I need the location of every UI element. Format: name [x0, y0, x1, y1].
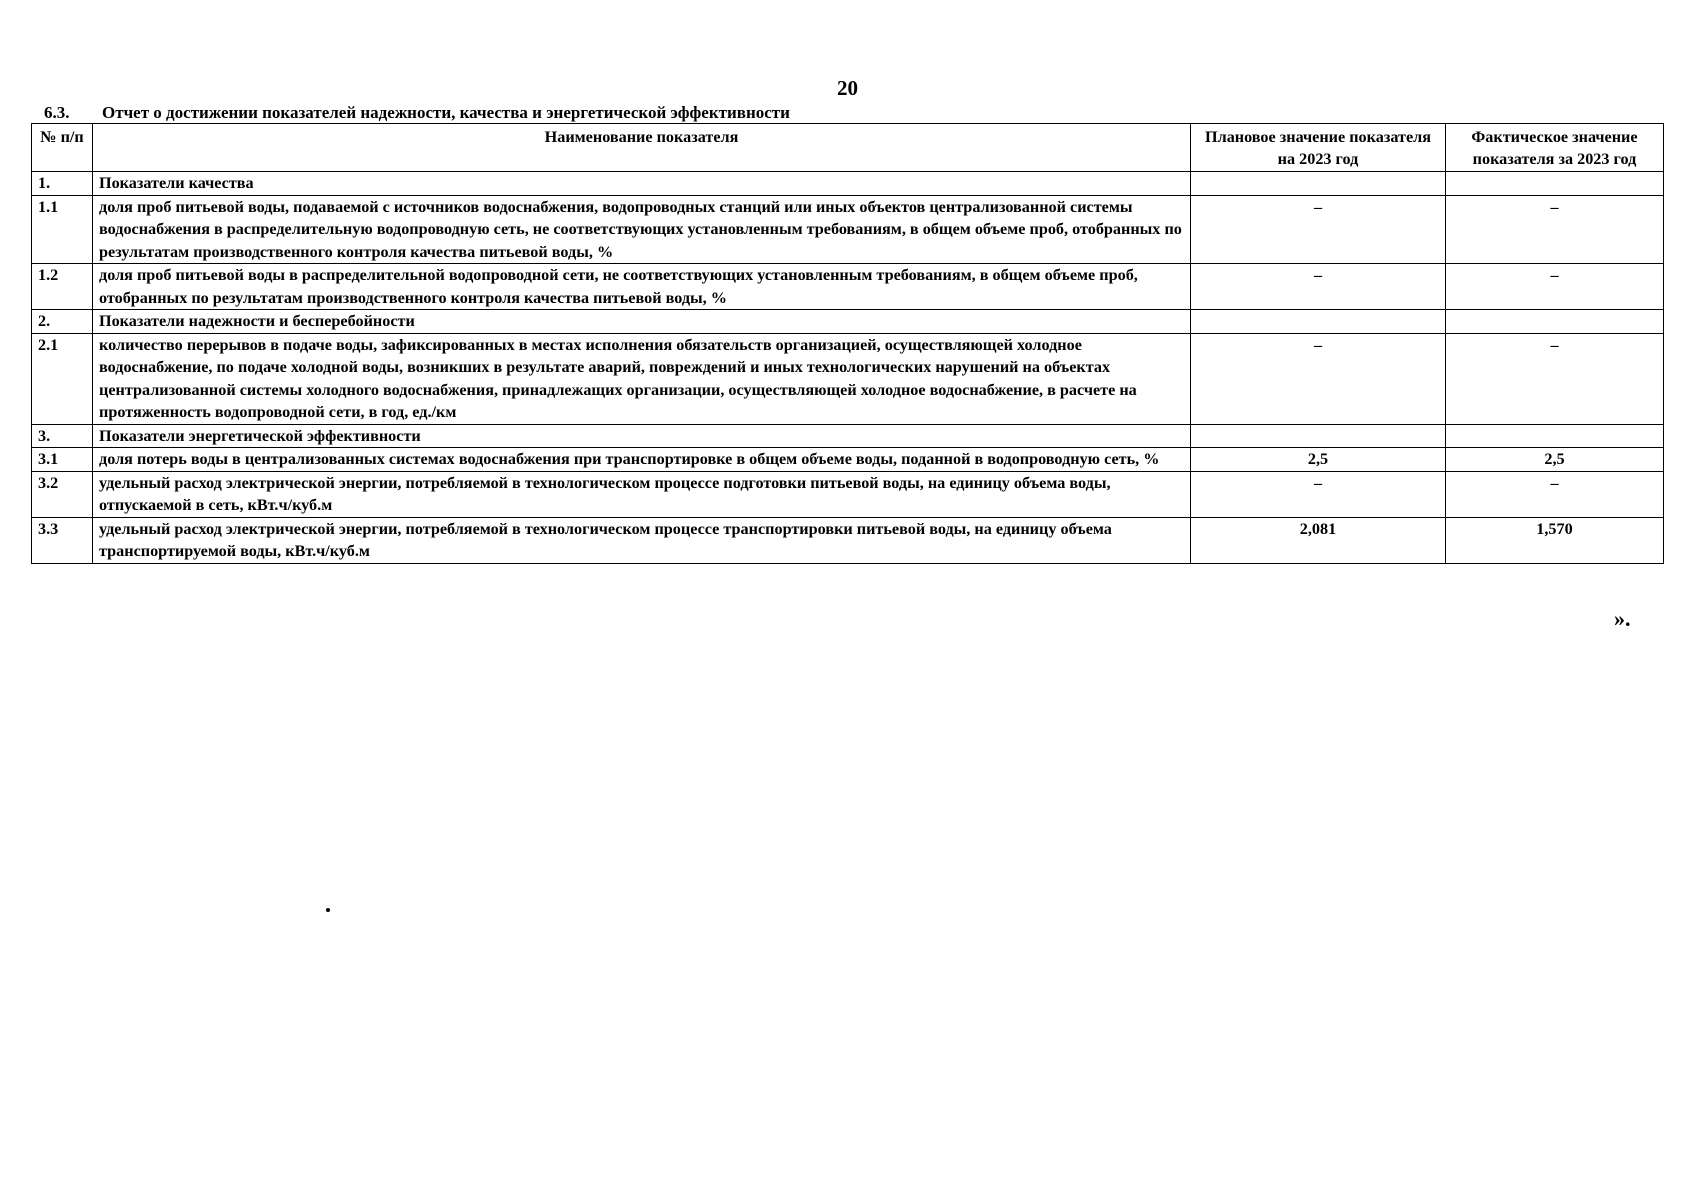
- table-row: [32, 471, 1664, 517]
- section-heading: [44, 103, 790, 123]
- row-number: 1.: [32, 172, 93, 196]
- scan-speck: [326, 908, 330, 912]
- row-actual: –: [1446, 333, 1664, 424]
- row-name: количество перерывов в подаче воды, зафиксированных в местах исполнения обязательств организацией, осуществляющей холодное водоснабжение, по подаче холодной воды, возникших в результате аварий, повреждений и иных технологических нарушений на объектах централизованной системы холодного водоснабжения, принадлежащих организации, осуществляющей холодное водоснабжение, в расчете на протяженность водопроводной сети, в год, ед./км: [93, 333, 1191, 424]
- row-number: 3.1: [32, 448, 93, 472]
- row-actual: [1446, 424, 1664, 448]
- row-number: 2.: [32, 310, 93, 334]
- table-header-row: [32, 124, 1664, 172]
- row-planned: 2,5: [1191, 448, 1446, 472]
- row-name: доля проб питьевой воды, подаваемой с источников водоснабжения, водопроводных станций или иных объектов централизованной системы водоснабжения в распределительную водопроводную сеть, не соответствующих установленным требованиям, в общем объеме проб, отобранных по результатам производственного контроля качества питьевой воды, %: [93, 195, 1191, 264]
- row-name: удельный расход электрической энергии, потребляемой в технологическом процессе транспортировки питьевой воды, на единицу объема транспортируемой воды, кВт.ч/куб.м: [93, 517, 1191, 563]
- row-name: Показатели качества: [93, 172, 1191, 196]
- row-planned: [1191, 424, 1446, 448]
- row-planned: 2,081: [1191, 517, 1446, 563]
- row-actual: –: [1446, 195, 1664, 264]
- header-planned: Плановое значение показателя на 2023 год: [1191, 124, 1446, 172]
- table-row: [32, 333, 1664, 424]
- table-row: [32, 424, 1664, 448]
- row-number: 1.2: [32, 264, 93, 310]
- row-actual: –: [1446, 471, 1664, 517]
- header-actual: Фактическое значение показателя за 2023 год: [1446, 124, 1664, 172]
- row-name: удельный расход электрической энергии, потребляемой в технологическом процессе подготовки питьевой воды, на единицу объема воды, отпускаемой в сеть, кВт.ч/куб.м: [93, 471, 1191, 517]
- row-planned: –: [1191, 264, 1446, 310]
- row-planned: [1191, 310, 1446, 334]
- row-name: доля проб питьевой воды в распределительной водопроводной сети, не соответствующих установленным требованиям, в общем объеме проб, отобранных по результатам производственного контроля качества питьевой воды, %: [93, 264, 1191, 310]
- table-row: [32, 172, 1664, 196]
- row-planned: –: [1191, 195, 1446, 264]
- table-row: [32, 448, 1664, 472]
- row-planned: [1191, 172, 1446, 196]
- header-name: Наименование показателя: [93, 124, 1191, 172]
- row-number: 3.3: [32, 517, 93, 563]
- page-number: 20: [837, 76, 858, 100]
- row-number: 2.1: [32, 333, 93, 424]
- row-planned: –: [1191, 333, 1446, 424]
- row-name: Показатели энергетической эффективности: [93, 424, 1191, 448]
- row-name: Показатели надежности и бесперебойности: [93, 310, 1191, 334]
- indicators-table: [31, 123, 1664, 564]
- row-actual: [1446, 310, 1664, 334]
- row-actual: –: [1446, 264, 1664, 310]
- row-actual: [1446, 172, 1664, 196]
- row-number: 3.2: [32, 471, 93, 517]
- closing-quote-mark: ».: [1614, 606, 1631, 631]
- row-number: 1.1: [32, 195, 93, 264]
- row-number: 3.: [32, 424, 93, 448]
- section-number: 6.3.: [44, 103, 70, 122]
- row-actual: 2,5: [1446, 448, 1664, 472]
- table-row: [32, 310, 1664, 334]
- row-actual: 1,570: [1446, 517, 1664, 563]
- row-name: доля потерь воды в централизованных системах водоснабжения при транспортировке в общем объеме воды, поданной в водопроводную сеть, %: [93, 448, 1191, 472]
- table-row: [32, 264, 1664, 310]
- header-number: № п/п: [32, 124, 93, 172]
- row-planned: –: [1191, 471, 1446, 517]
- table-row: [32, 517, 1664, 563]
- section-title: Отчет о достижении показателей надежности, качества и энергетической эффективности: [102, 103, 790, 122]
- table-row: [32, 195, 1664, 264]
